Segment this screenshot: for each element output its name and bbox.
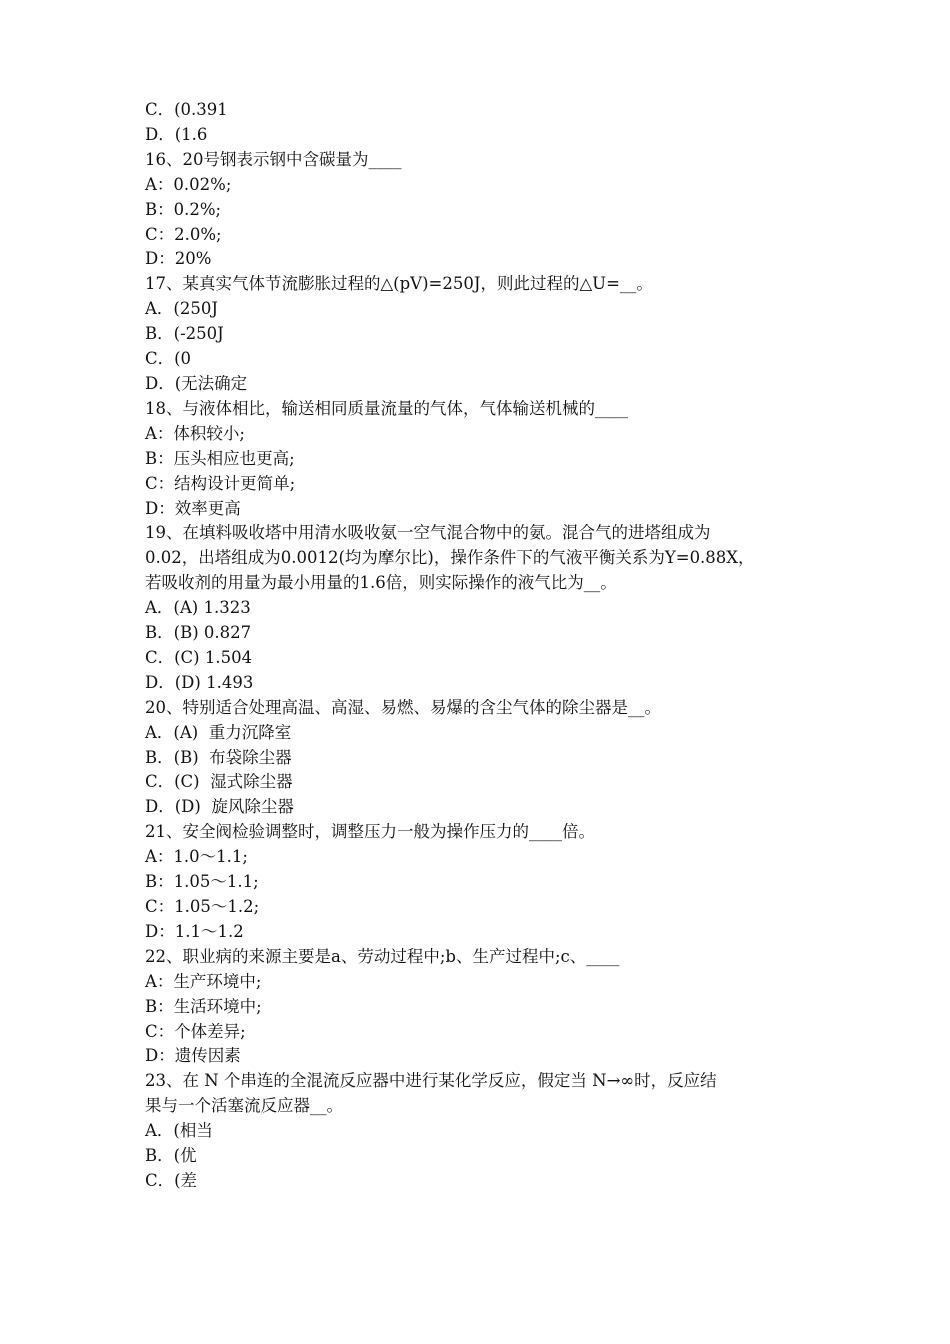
option-c-q15: C．(0.391 [145, 100, 228, 119]
option-b-q23: B．(优 [145, 1146, 197, 1166]
option-a-q22: A：生产环境中; [145, 971, 262, 991]
option-a-q20: A．(A) 重力沉降室 [145, 722, 292, 742]
option-c-q16: C：2.0%; [145, 224, 222, 244]
option-d-q21: D：1.1～1.2 [145, 921, 244, 941]
option-d-q16: D：20% [145, 249, 212, 269]
option-c-q20: C．(C) 湿式除尘器 [145, 772, 293, 792]
option-a-q23: A．(相当 [145, 1121, 213, 1141]
question-19-line-3: 若吸收剂的用量为最小用量的1.6倍，则实际操作的液气比为__。 [145, 573, 617, 593]
option-d-q19: D．(D) 1.493 [145, 672, 254, 692]
option-d-q17: D．(无法确定 [145, 373, 248, 393]
option-b-q21: B：1.05～1.1; [145, 872, 259, 892]
question-23-line-2: 果与一个活塞流反应器__。 [145, 1096, 343, 1116]
question-18: 18、与液体相比，输送相同质量流量的气体，气体输送机械的____ [145, 398, 628, 418]
option-b-q20: B．(B) 布袋除尘器 [145, 747, 292, 767]
question-19-line-2: 0.02，出塔组成为0.0012(均为摩尔比)，操作条件下的气液平衡关系为Y=0.88X， [145, 548, 755, 568]
option-c-q17: C．(0 [145, 349, 192, 369]
option-b-q22: B：生活环境中; [145, 996, 262, 1016]
option-c-q23: C．(差 [145, 1170, 198, 1190]
question-17: 17、某真实气体节流膨胀过程的△(pV)=250J，则此过程的△U=__。 [145, 274, 653, 294]
document-text [145, 98, 810, 1194]
option-a-q17: A．(250J [145, 299, 218, 319]
option-a-q18: A：体积较小; [145, 423, 245, 443]
option-b-q16: B：0.2%; [145, 199, 222, 219]
option-d-q22: D：遗传因素 [145, 1046, 241, 1066]
option-d-q15: D．(1.6 [145, 124, 208, 144]
question-22: 22、职业病的来源主要是a、劳动过程中;b、生产过程中;c、____ [145, 946, 620, 966]
option-c-q19: C．(C) 1.504 [145, 647, 253, 667]
option-d-q18: D：效率更高 [145, 498, 241, 518]
question-19-line-1: 19、在填料吸收塔中用清水吸收氨一空气混合物中的氨。混合气的进塔组成为 [145, 523, 711, 543]
question-21: 21、安全阀检验调整时，调整压力一般为操作压力的____倍。 [145, 822, 595, 842]
option-c-q18: C：结构设计更简单; [145, 473, 296, 493]
option-a-q21: A：1.0～1.1; [145, 847, 248, 867]
option-b-q17: B．(-250J [145, 324, 224, 344]
question-20: 20、特别适合处理高温、高湿、易燃、易爆的含尘气体的除尘器是__。 [145, 697, 661, 717]
option-b-q19: B．(B) 0.827 [145, 623, 252, 643]
question-23-line-1: 23、在 N 个串连的全混流反应器中进行某化学反应，假定当 N→∞时，反应结 [145, 1071, 717, 1091]
option-c-q21: C：1.05～1.2; [145, 897, 260, 916]
option-b-q18: B：压头相应也更高; [145, 448, 295, 468]
question-16: 16、20号钢表示钢中含碳量为____ [145, 149, 402, 169]
option-c-q22: C：个体差异; [145, 1021, 246, 1041]
option-d-q20: D．(D) 旋风除尘器 [145, 797, 294, 817]
option-a-q19: A．(A) 1.323 [145, 598, 251, 618]
option-a-q16: A：0.02%; [145, 174, 232, 194]
